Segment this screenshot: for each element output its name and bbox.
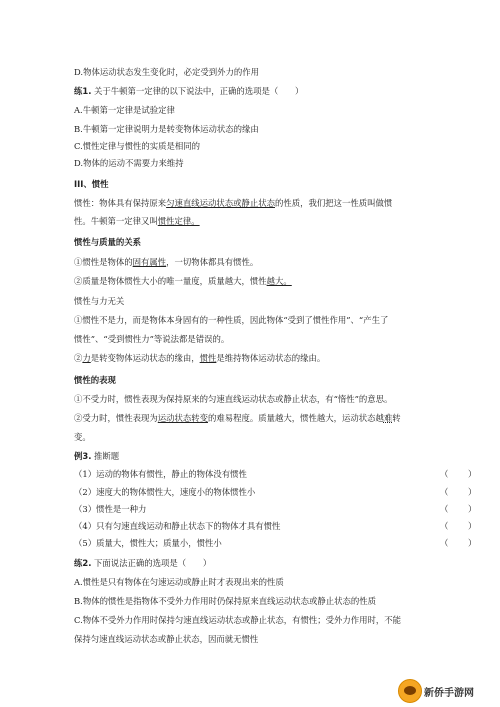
exercise-question: 下面说法正确的选项是（ ） xyxy=(91,558,212,568)
answer-bracket-close: ） xyxy=(468,487,477,497)
exercise-number: 2. xyxy=(82,558,92,568)
text: 的难易程度。质量越大，惯性越大，运动状态越 xyxy=(208,413,384,423)
manifestation-point-2-cont: 变。 xyxy=(74,432,91,442)
force-point-2 xyxy=(74,352,430,364)
ex2-option-c: C.物体不受外力作用时保持匀速直线运动状态或静止状态，有惯性；受外力作用时，不能 xyxy=(74,615,402,625)
answer-bracket-open: （ xyxy=(440,469,449,479)
inertia-definition xyxy=(74,197,430,209)
underlined-term: 运动状态转变 xyxy=(157,413,208,423)
exercise-question: 关于牛顿第一定律的以下说法中，正确的选项是（ ） xyxy=(91,86,304,96)
answer-bracket-close: ） xyxy=(468,504,477,514)
item-text: （2）速度大的物体惯性大，速度小的物体惯性小 xyxy=(74,487,256,497)
force-point-1-cont: 惯性”、“受到惯性力”等说法都是错误的。 xyxy=(74,334,230,344)
text: ②质量是物体惯性大小的唯一量度，质量越大，惯性 xyxy=(74,276,267,286)
text: 转 xyxy=(392,413,401,423)
option-b: B.牛顿第一定律说明力是转变物体运动状态的缘由 xyxy=(74,124,259,134)
answer-bracket-close: ） xyxy=(468,521,477,531)
text: ①惯性是物体的 xyxy=(74,257,133,267)
example-title: 推断题 xyxy=(91,451,120,461)
answer-bracket-open: （ xyxy=(440,521,449,531)
answer-bracket-open: （ xyxy=(440,487,449,497)
option-c: C.惯性定律与惯性的实质是相同的 xyxy=(74,141,201,151)
watermark-text: 新侨手游网 xyxy=(424,688,474,699)
option-d-q0: D.物体运动状态发生变化时，必定受到外力的作用 xyxy=(74,67,259,77)
exercise-label: 练 xyxy=(74,558,83,568)
judge-item-2 xyxy=(74,486,477,498)
underlined-term: 力 xyxy=(82,353,91,363)
ex2-option-a: A.惯性是只有物体在匀速运动或静止时才表现出来的性质 xyxy=(74,577,284,587)
force-point-1: ①惯性不是力，而是物体本身固有的一种性质，因此物体“受到了惯性作用”、“产生了 xyxy=(74,315,389,325)
underlined-term: 固有属性 xyxy=(132,257,167,267)
text: 性。牛顿第一定律又叫 xyxy=(74,216,158,226)
answer-bracket-open: （ xyxy=(440,504,449,514)
item-text: （1）运动的物体有惯性，静止的物体没有惯性 xyxy=(74,469,247,479)
mass-point-1 xyxy=(74,256,430,268)
underlined-term: 匀速直线运动状态或静止状态 xyxy=(166,198,275,208)
text: ，一切物体都具有惯性。 xyxy=(166,257,259,267)
underlined-term: 越大。 xyxy=(266,276,292,286)
subheading-mass: 惯性与质量的关系 xyxy=(74,237,141,247)
judge-item-4 xyxy=(74,520,477,532)
text: 的性质，我们把这一性质叫做惯 xyxy=(275,198,393,208)
option-d: D.物体的运动不需要力来维持 xyxy=(74,158,184,168)
ex2-option-c-cont: 保持匀速直线运动状态或静止状态，因而就无惯性 xyxy=(74,634,259,644)
exercise-1-heading xyxy=(74,85,430,97)
example-3-heading xyxy=(74,450,430,462)
text: 是维持物体运动状态的缘由。 xyxy=(216,353,326,363)
subheading-force: 惯性与力无关 xyxy=(74,296,125,306)
text: 是转变物体运动状态的缘由， xyxy=(90,353,200,363)
inertia-definition-cont xyxy=(74,215,430,227)
ex2-option-b: B.物体的惯性是指物体不受外力作用时仍保持原来直线运动状态或静止状态的性质 xyxy=(74,596,376,606)
judge-item-1 xyxy=(74,468,477,480)
emphasized-char: 难 xyxy=(383,413,393,423)
mass-point-2 xyxy=(74,275,430,287)
underlined-term: 惯性 xyxy=(199,353,217,363)
item-text: （4）只有匀速直线运动和静止状态下的物体才具有惯性 xyxy=(74,521,281,531)
example-label: 例 xyxy=(74,451,83,461)
exercise-number: 1. xyxy=(82,86,92,96)
text: ② xyxy=(74,353,83,363)
site-watermark xyxy=(398,679,494,703)
exercise-label: 练 xyxy=(74,86,83,96)
subheading-manifestation: 惯性的表现 xyxy=(74,375,116,385)
manifestation-point-1: ①不受力时，惯性表现为保持原来的匀速直线运动状态或静止状态，有“惰性”的意思。 xyxy=(74,394,393,404)
example-number: 3. xyxy=(82,451,92,461)
answer-bracket-close: ） xyxy=(468,469,477,479)
judge-item-5 xyxy=(74,537,477,549)
item-text: （3）惯性是一种力 xyxy=(74,504,147,514)
item-text: （5）质量大，惯性大；质量小，惯性小 xyxy=(74,538,222,548)
judge-item-3 xyxy=(74,503,477,515)
exercise-2-heading xyxy=(74,557,430,569)
mascot-icon xyxy=(398,679,422,703)
text: 惯性：物体具有保持原来 xyxy=(74,198,167,208)
section-heading-inertia: III、惯性 xyxy=(74,179,109,189)
underlined-term: 惯性定律。 xyxy=(157,216,200,226)
answer-bracket-close: ） xyxy=(468,538,477,548)
option-a: A.牛顿第一定律是试验定律 xyxy=(74,105,175,115)
manifestation-point-2 xyxy=(74,412,430,424)
answer-bracket-open: （ xyxy=(440,538,449,548)
text: ②受力时，惯性表现为 xyxy=(74,413,158,423)
